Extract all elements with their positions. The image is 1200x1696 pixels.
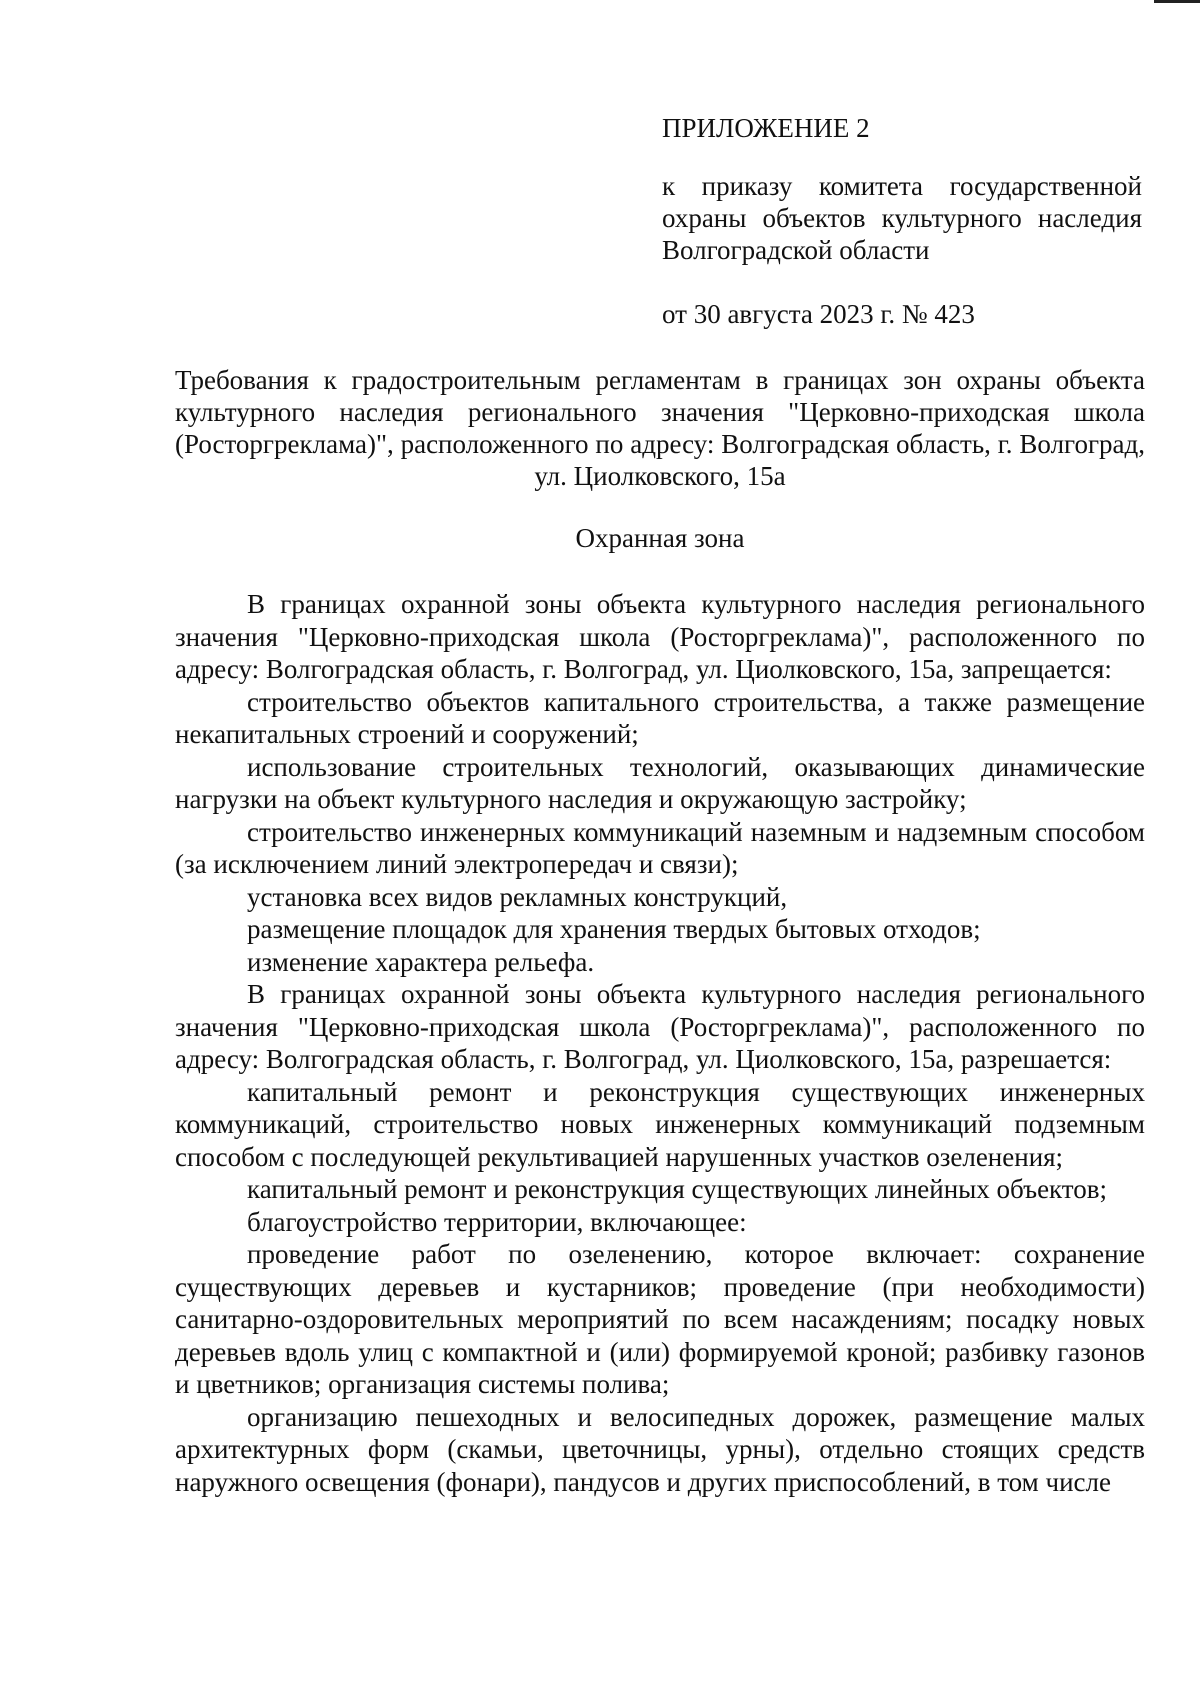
paragraph: В границах охранной зоны объекта культурного наследия регионального значения "Церковно-приходская школа (Росторгреклама)", расположенного по адресу: Волгоградская область, г. Волгоград, ул. Циолковского, 15а, разрешается: (175, 979, 1145, 1074)
paragraph: благоустройство территории, включающее: (247, 1206, 747, 1237)
paragraph: строительство инженерных коммуникаций наземным и надземным способом (за исключением линий электропередач и связи); (175, 816, 1145, 879)
scan-corner-mark (1154, 0, 1200, 3)
paragraph: капитальный ремонт и реконструкция существующих линейных объектов; (247, 1174, 1108, 1204)
paragraph: установка всех видов рекламных конструкций, (247, 881, 788, 912)
section-title: Охранная зона (575, 523, 745, 553)
paragraph: использование строительных технологий, оказывающих динамические нагрузки на объект культурного наследия и окружающую застройку; (175, 751, 1145, 814)
document-title: Требования к градостроительным регламентам в границах зон охраны объекта культурного наследия регионального значения "Церковно-приходская школа (Росторгреклама)", расположенного по адресу: Волгоградская область, г. Волгоград, ул. Циолковского, 15а (175, 365, 1145, 491)
paragraph: строительство объектов капитального строительства, а также размещение некапитальных строений и сооружений; (175, 686, 1145, 749)
paragraph: капитальный ремонт и реконструкция существующих инженерных коммуникаций, строительство новых инженерных коммуникаций подземным способом с последующей рекультивацией нарушенных участков озеленения; (175, 1076, 1145, 1172)
appendix-title: ПРИЛОЖЕНИЕ 2 (662, 113, 870, 143)
document-body (175, 588, 1145, 1498)
paragraph: проведение работ по озеленению, которое включает: сохранение существующих деревьев и кустарников; проведение (при необходимости) санитарно-оздоровительных мероприятий по всем насаждениям; посадку новых деревьев вдоль улиц с компактной и (или) формируемой кроной; разбивку газонов и цветников; организация системы полива; (175, 1239, 1145, 1399)
paragraph: размещение площадок для хранения твердых бытовых отходов; (247, 914, 981, 944)
paragraph: организацию пешеходных и велосипедных дорожек, размещение малых архитектурных форм (скамьи, цветочницы, урны), отдельно стоящих средств наружного освещения (фонари), пандусов и других приспособлений, в том числе (175, 1401, 1145, 1497)
appendix-date: от 30 августа 2023 г. № 423 (662, 299, 975, 329)
paragraph: В границах охранной зоны объекта культурного наследия регионального значения "Церковно-приходская школа (Росторгреклама)", расположенного по адресу: Волгоградская область, г. Волгоград, ул. Циолковского, 15а, запрещается: (175, 589, 1145, 684)
appendix-reference: к приказу комитета государственной охраны объектов культурного наследия Волгоградской области (662, 171, 1142, 265)
paragraph: изменение характера рельефа. (247, 946, 595, 977)
